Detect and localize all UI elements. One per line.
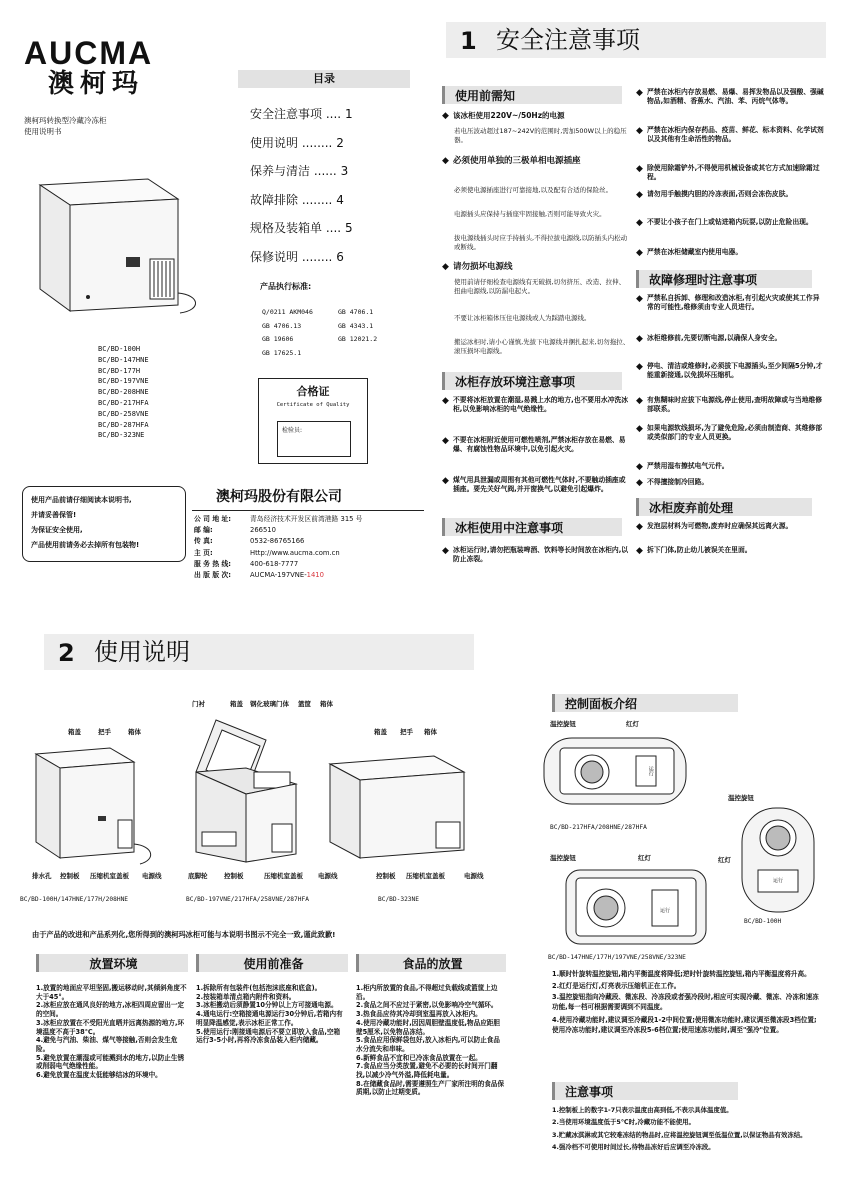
part-label: 电源线	[464, 872, 484, 880]
caution-line: 4.强冷档不可使用时间过长,待物品冻好后应调至冷冻段。	[552, 1142, 715, 1151]
running-indicator-label: 运行	[773, 878, 784, 884]
safety-item: ◆ 不要让小孩子在门上或钻进箱内玩耍,以防止危险出现。	[636, 218, 813, 228]
usage-notice-box	[22, 486, 186, 562]
product-title-line1: 澳柯玛转换型冷藏冷冻柜	[24, 116, 107, 125]
env-line: 3.冰柜应放置在不受阳光直晒并远离热源的地方,环境温度不高于38℃。	[36, 1018, 185, 1036]
standards-list	[262, 306, 377, 360]
repair-item-text: 如果电源软线损坏,为了避免危险,必须由制造商、其维修部或类似部门的专业人员更换。	[647, 424, 823, 442]
panel-model: BC/BD-217HFA/208HNE/287HFA	[550, 824, 647, 831]
part-label: 钢化玻璃门体	[250, 700, 289, 708]
prep-line: 1.拆除所有包装件(包括泡沫底座和底盒)。	[196, 984, 322, 992]
food-line: 1.柜内所放置的食品,不得超过负载线或篮筐上边沿。	[356, 984, 498, 1001]
prep-line: 2.按装箱单清点箱内附件和资料。	[196, 992, 296, 1001]
part-label: 排水孔	[32, 872, 52, 880]
panel-desc: 1.顺时针旋转温控旋钮,箱内平衡温度将降低;逆时针旋转温控旋钮,箱内平衡温度将升高。	[552, 970, 811, 978]
model-item: BC/BD-100H	[98, 345, 141, 353]
inuse-item-text: 冰柜运行时,请勿把瓶装啤酒、饮料等长时间放在冰柜内,以防止冻裂。	[453, 546, 629, 564]
brand-logo	[24, 36, 194, 98]
storage-item: ◆ 不要在冰柜附近使用可燃性喷剂,严禁冰柜存放在易燃、易爆、有腐蚀性物品环境中,以免引起火灾。	[442, 436, 626, 454]
section2-title: 使用说明	[94, 638, 190, 666]
notice-line: 并请妥善保管!	[31, 511, 77, 519]
inuse-item: ◆ 冰柜运行时,请勿把瓶装啤酒、饮料等长时间放在冰柜内,以防止冻裂。	[442, 546, 629, 564]
freezer-diagram-3	[324, 724, 494, 910]
food-list	[356, 984, 506, 1097]
toc-item-page: 2	[336, 135, 344, 150]
info-value: 400-618-7777	[250, 559, 299, 568]
info-value: 青岛经济技术开发区前湾港路 315 号	[250, 515, 363, 523]
standard: GB 4706.1	[338, 308, 374, 316]
part-label: 电源线	[142, 872, 162, 880]
standard: GB 19606	[262, 335, 294, 344]
info-key: 主 页:	[194, 548, 213, 557]
section1-title: 安全注意事项	[496, 26, 640, 54]
info-key: 服 务 热 线:	[194, 559, 232, 568]
repair-item-text: 严禁用湿布擦拭电气元件。	[647, 462, 729, 470]
panel-desc: 2.红灯是运行灯,灯亮表示压缩机正在工作。	[552, 981, 681, 990]
company-name: 澳柯玛股份有限公司	[216, 489, 342, 505]
repair-item: ◆ 停电、清洁或维修时,必须拔下电源插头,至少间隔5分钟,才能重新接通,以免损坏压缩机。	[636, 362, 823, 380]
edition-code: 1410	[306, 571, 324, 580]
usage-item: ◆ 必须使用单独的三极单相电源插座	[442, 156, 581, 166]
toc-item[interactable]	[250, 214, 410, 243]
caution-line: 3.贮藏冰淇淋或其它较难冻结的物品时,应将温控旋钮调至低温位置,以保证物品有效冻结。	[552, 1130, 807, 1139]
toc-item-label: 保修说明	[250, 249, 299, 264]
diagram-model: BC/BD-323NE	[378, 896, 419, 903]
food-head: 食品的放置	[356, 954, 506, 972]
running-indicator-label: 运行	[660, 908, 671, 914]
safety-item: ◆ 请勿用手触摸内胆的冷冻表面,否则会冻伤皮肤。	[636, 190, 793, 200]
model-list	[98, 344, 149, 441]
standard: GB 4706.13	[262, 321, 302, 330]
standard: GB 17625.1	[262, 348, 302, 357]
part-label: 控制板	[60, 872, 80, 880]
diagram-model: BC/BD-197VNE/217HFA/258VNE/287HFA	[186, 896, 309, 903]
usage-head: 使用前需知	[442, 86, 622, 104]
control-panel-a	[540, 716, 730, 836]
control-panel-b	[712, 794, 822, 930]
notice-line: 产品使用前请务必去掉所有包装物!	[31, 541, 140, 549]
part-label: 压缩机室盖板	[406, 872, 445, 880]
inuse-head: 冰柜使用中注意事项	[442, 518, 622, 536]
usage-para: 使用前请仔细检查电源线有无破损,切勿挤压、改造、拉伸、扭曲电源线,以防漏电起火。	[454, 278, 626, 296]
part-label: 压缩机室盖板	[90, 872, 129, 880]
prep-line: 4.通电运行:空箱接通电源运行30分钟后,若箱内有明显降温感觉,表示冰柜正常工作。	[196, 1010, 343, 1027]
discard-head: 冰柜废弃前处理	[636, 498, 812, 516]
food-line: 2.食品之间不应过于紧密,以免影响冷空气循环。	[356, 1001, 498, 1010]
storage-item-text: 不要在冰柜附近使用可燃性喷剂,严禁冰柜存放在易燃、易爆、有腐蚀性物品环境中,以免引起火灾。	[453, 436, 626, 454]
toc-item[interactable]	[250, 100, 410, 129]
discard-item: ◆ 拆下门体,防止幼儿被误关在里面。	[636, 546, 752, 556]
panel-head: 控制面板介绍	[552, 694, 738, 712]
food-line: 7.食品应当分类放置,避免不必要的长时间开门翻找,以减少冷气外溢,降低耗电量。	[356, 1062, 498, 1080]
model-item: BC/BD-323NE	[98, 431, 145, 440]
caution-head: 注意事项	[552, 1082, 738, 1100]
usage-para: 若电压波动超过187~242V的范围时,需加500W以上的稳压器。	[454, 127, 627, 145]
info-key: 邮 编:	[194, 526, 213, 535]
standard: GB 12021.2	[338, 335, 378, 344]
food-line: 5.食品应用保鲜袋包好,放入冰柜内,可以防止食品水分流失和串味。	[356, 1036, 500, 1053]
safety-item-text: 不要让小孩子在门上或钻进箱内玩耍,以防止危险出现。	[647, 218, 813, 226]
toc-item-page: 6	[336, 249, 344, 264]
repair-item-text: 停电、清洁或维修时,必须拔下电源插头,至少间隔5分钟,才能重新接通,以免损坏压缩机。	[647, 362, 823, 380]
repair-item: ◆ 不得擅接制冷回路。	[636, 478, 709, 488]
usage-item-text: 该冰柜使用220V~/50Hz的电源	[453, 111, 565, 120]
model-item: BC/BD-287HFA	[98, 420, 149, 429]
section2-number: 2	[58, 639, 75, 667]
env-line: 6.避免放置在温度太低能够结冰的环境中。	[36, 1071, 162, 1080]
certificate-box	[258, 378, 368, 464]
toc-item-label: 安全注意事项	[250, 107, 323, 121]
repair-head: 故障修理时注意事项	[636, 270, 812, 288]
diagram-model: BC/BD-100H/147HNE/177H/208HNE	[20, 896, 129, 903]
repair-item: ◆ 严禁用湿布擦拭电气元件。	[636, 462, 729, 472]
standard: Q/0211 AKM046	[262, 308, 313, 316]
safety-item: ◆ 严禁在冰柜内存放易燃、易爆、易挥发物品以及强酸、强碱物品,如酒精、香蕉水、汽油、苯、丙烷气体等。	[636, 88, 824, 106]
panel-label: 红灯	[718, 856, 731, 864]
usage-item-text: 请勿损坏电源线	[453, 262, 513, 272]
company-divider	[192, 510, 424, 511]
part-label: 门衬	[192, 700, 205, 708]
standards-title: 产品执行标准:	[260, 282, 312, 291]
env-line: 4.避免与汽油、柴油、煤气等接触,否则会发生危险。	[36, 1036, 178, 1053]
part-label: 篮筐	[298, 700, 311, 708]
info-key: 传 真:	[194, 537, 213, 546]
env-line: 2.冰柜应放在通风良好的地方,冰柜四周应留出一定的空间。	[36, 1001, 185, 1019]
panel-label: 红灯	[638, 854, 651, 862]
toc-item[interactable]	[250, 186, 410, 215]
repair-item: ◆ 冰柜维修前,先要切断电源,以确保人身安全。	[636, 334, 782, 344]
freezer-diagram-1	[20, 710, 168, 910]
part-label: 箱盖	[230, 700, 243, 708]
section1-header	[446, 22, 826, 58]
part-label: 箱盖	[374, 728, 387, 736]
repair-item: ◆ 有焦糊味时应拔下电源线,停止使用,查明故障或与当地维修部联系。	[636, 396, 823, 414]
section1-number: 1	[460, 27, 477, 55]
usage-item: ◆ 该冰柜使用220V~/50Hz的电源	[442, 111, 565, 121]
info-key: 公 司 地 址:	[194, 515, 232, 523]
repair-item-text: 不得擅接制冷回路。	[647, 478, 709, 486]
section2-header	[44, 634, 474, 670]
safety-item-text: 严禁在冰柜储藏室内使用电器。	[647, 248, 743, 256]
caution-line: 1.控制板上的数字1-7只表示温度由高到低,不表示具体温度值。	[552, 1106, 733, 1114]
inspector-stamp-box	[277, 421, 351, 457]
part-label: 把手	[98, 728, 111, 736]
toc-item-label: 保养与清洁	[250, 164, 311, 179]
safety-item: ◆ 严禁在冰柜内保存药品、疫苗、鲜花、标本资料、化学试剂以及其他有生命活性的物品。	[636, 126, 824, 144]
storage-item-text: 不要将冰柜放置在潮湿,易溅上水的地方,也不要用水冲洗冰柜,以免影响冰柜的电气绝缘性。	[453, 396, 629, 414]
caution-list	[552, 1106, 822, 1152]
toc-item-label: 使用说明	[250, 135, 299, 150]
toc-item-dots: ......	[313, 164, 337, 179]
brand-logo-en: AUCMA	[24, 35, 154, 71]
safety-item-text: 除使用除霜铲外,不得使用机械设备或其它方式加速除霜过程。	[647, 164, 820, 182]
safety-item: ◆ 严禁在冰柜储藏室内使用电器。	[636, 248, 743, 258]
toc-list	[250, 100, 410, 272]
safety-item: ◆ 除使用除霜铲外,不得使用机械设备或其它方式加速除霜过程。	[636, 164, 820, 182]
prep-line: 5.使用运行:刚接通电源后不要立即放入食品,空箱运行3-5小时,再将冷冻食品装入柜内储藏。	[196, 1027, 341, 1045]
safety-item-text: 严禁在冰柜内保存药品、疫苗、鲜花、标本资料、化学试剂以及其他有生命活性的物品。	[647, 126, 824, 144]
env-line: 1.放置的地面应平坦坚固,搬运移动时,其倾斜角度不大于45°。	[36, 984, 187, 1001]
cover-freezer-illustration	[30, 165, 210, 325]
usage-para: 拔电源线插头时应手持插头,不得拉拔电源线,以防插头内松动或断线。	[454, 234, 628, 252]
toc-item-page: 4	[336, 192, 344, 207]
info-key: 出 版 版 次:	[194, 571, 232, 580]
usage-para: 搬运冰柜时,请小心谨慎,先拔下电源线并捆扎起来,切勿拖拉、滚压损坏电源线。	[454, 338, 630, 356]
part-label: 箱体	[320, 700, 333, 708]
info-value: 266510	[250, 526, 276, 535]
part-label: 压缩机室盖板	[264, 872, 303, 880]
discard-item-text: 拆下门体,防止幼儿被误关在里面。	[647, 546, 752, 554]
safety-item-text: 请勿用手触摸内胆的冷冻表面,否则会冻伤皮肤。	[647, 190, 793, 198]
notice-line: 为保证安全使用,	[31, 526, 83, 534]
usage-para: 必须使电源插座进行可靠接地,以及配有合适的保险丝。	[454, 186, 613, 194]
control-panel-c	[546, 852, 716, 964]
model-item: BC/BD-177H	[98, 366, 141, 375]
panel-label: 温控旋钮	[550, 720, 576, 728]
toc-item[interactable]	[250, 243, 410, 272]
env-line: 5.避免放置在潮湿或可能溅到水的地方,以防止生锈或削弱电气绝缘性能。	[36, 1053, 185, 1071]
model-item: BC/BD-147HNE	[98, 355, 149, 364]
certificate-title: 合格证	[296, 385, 330, 398]
running-indicator-label: 运行	[647, 766, 654, 776]
discard-item: ◆ 发泡层材料为可燃物,废弃时应确保其远离火源。	[636, 522, 793, 532]
info-value: 0532-86765166	[250, 537, 305, 546]
repair-item-text: 有焦糊味时应拔下电源线,停止使用,查明故障或与当地维修部联系。	[647, 396, 823, 414]
notice-line: 使用产品前请仔细阅读本说明书,	[31, 496, 132, 504]
panel-label: 温控旋钮	[728, 794, 754, 802]
panel-model: BC/BD-100H	[744, 918, 782, 925]
toc-item-page: 5	[344, 221, 353, 236]
inspector-label: 检验员:	[282, 427, 303, 434]
usage-para: 不要让冰柜箱体压住电源线或人为踩踏电源线。	[454, 314, 591, 322]
usage-item-text: 必须使用单独的三极单相电源插座	[453, 156, 581, 166]
toc-item-dots: ........	[301, 249, 333, 264]
toc-item-dots: ....	[325, 221, 342, 236]
product-title-line2: 使用说明书	[24, 126, 62, 136]
repair-item-text: 冰柜维修前,先要切断电源,以确保人身安全。	[647, 334, 782, 342]
model-item: BC/BD-217HFA	[98, 398, 149, 407]
toc-title: 目录	[238, 70, 410, 88]
part-label: 控制板	[376, 872, 396, 880]
food-line: 3.热食品应待其冷却到室温再放入冰柜内。	[356, 1010, 482, 1019]
panel-label: 红灯	[626, 720, 639, 728]
discard-item-text: 发泡层材料为可燃物,废弃时应确保其远离火源。	[647, 522, 793, 530]
standard: GB 4343.1	[338, 321, 374, 330]
panel-model: BC/BD-147HNE/177H/197VNE/258VNE/323NE	[548, 954, 686, 961]
usage-para: 电源插头应保持与插座牢固接触,否则可能导致火灾。	[454, 210, 606, 218]
toc-item-page: 1	[344, 107, 353, 121]
repair-item: ◆ 如果电源软线损坏,为了避免危险,必须由制造商、其维修部或类似部门的专业人员更换。	[636, 424, 823, 442]
repair-item: ◆ 严禁私自拆卸、修理和改造冰柜,有引起火灾或使其工作异常的可能性,维修须由专业人员进行。	[636, 294, 820, 312]
part-label: 箱体	[128, 728, 141, 736]
toc-item-dots: ....	[325, 107, 342, 121]
storage-item: ◆ 不要将冰柜放置在潮湿,易溅上水的地方,也不要用水冲洗冰柜,以免影响冰柜的电气绝缘性。	[442, 396, 629, 414]
part-label: 电源线	[318, 872, 338, 880]
usage-item: ◆ 请勿损坏电源线	[442, 262, 513, 272]
env-head: 放置环境	[36, 954, 188, 972]
certificate-subtitle: Certificate of Quality	[276, 401, 350, 408]
part-label: 箱体	[424, 728, 437, 736]
storage-item-text: 煤气用具泄漏或周围有其他可燃性气体时,不要触动插座或插座。要先关好气阀,并开窗换气,以避免引起爆炸。	[453, 476, 626, 494]
prep-line: 3.冰柜搬动后须静置10分钟以上方可接通电源。	[196, 1001, 338, 1010]
brand-logo-cn: 澳柯玛	[48, 69, 145, 99]
panel-desc: 4.使用冷藏功能时,建议调至冷藏段1-2中间位置;使用微冻功能时,建议调至微冻段3档位置;使用冷冻功能时,建议调至冷冻段5-6档位置;使用速冻功能时,调至"强冷"位置。	[552, 1016, 817, 1034]
food-line: 6.新鲜食品不宜和已冷冻食品放置在一起。	[356, 1053, 482, 1062]
panel-label: 温控旋钮	[550, 854, 576, 862]
repair-item-text: 严禁私自拆卸、修理和改造冰柜,有引起火灾或使其工作异常的可能性,维修须由专业人员进行。	[647, 294, 820, 312]
model-item: BC/BD-197VNE	[98, 377, 149, 386]
model-item: BC/BD-208HNE	[98, 388, 149, 397]
food-line: 4.使用冷藏功能时,因因周胆壁温度低,物品应距胆壁5厘米,以免物品冻结。	[356, 1018, 500, 1036]
company-info	[194, 514, 424, 581]
toc-item-dots: ........	[301, 192, 333, 207]
prep-head: 使用前准备	[196, 954, 348, 972]
product-variation-notice: 由于产品的改进和产品系列化,您所得到的澳柯玛冰柜可能与本说明书图示不完全一致,谨此致歉!	[32, 930, 336, 939]
toc-item-label: 故障排除	[250, 192, 299, 207]
panel-description	[552, 970, 822, 1035]
info-value: AUCMA-197VNE-	[250, 571, 307, 580]
prep-list	[196, 984, 346, 1045]
food-line: 8.在储藏食品时,需要遵照生产厂家所注明的食品保质期,以防止过期变质。	[356, 1079, 505, 1097]
model-item: BC/BD-258VNE	[98, 409, 149, 418]
part-label: 底脚轮	[188, 872, 208, 880]
env-list	[36, 984, 188, 1080]
panel-desc: 3.温控旋钮指向冷藏段、微冻段、冷冻段或者强冷段时,相应可实现冷藏、微冻、冷冻和速冻功能,每一档可根据需要调到不同温度。	[552, 993, 819, 1011]
info-value: Http://www.aucma.com.cn	[250, 548, 340, 557]
storage-head: 冰柜存放环境注意事项	[442, 372, 622, 390]
part-label: 控制板	[224, 872, 244, 880]
toc-item-dots: ........	[301, 135, 333, 150]
caution-line: 2.当使用环境温度低于5℃时,冷藏功能不能使用。	[552, 1118, 695, 1127]
toc-item[interactable]	[250, 157, 410, 186]
toc-item-label: 规格及装箱单	[250, 221, 323, 236]
storage-item: ◆ 煤气用具泄漏或周围有其他可燃性气体时,不要触动插座或插座。要先关好气阀,并开窗换气,以避免引起爆炸。	[442, 476, 626, 494]
safety-item-text: 严禁在冰柜内存放易燃、易爆、易挥发物品以及强酸、强碱物品,如酒精、香蕉水、汽油、苯、丙烷气体等。	[647, 88, 824, 106]
product-title	[24, 116, 107, 138]
toc-item-page: 3	[340, 164, 349, 179]
part-label: 把手	[400, 728, 413, 736]
toc-item[interactable]	[250, 129, 410, 158]
part-label: 箱盖	[68, 728, 81, 736]
